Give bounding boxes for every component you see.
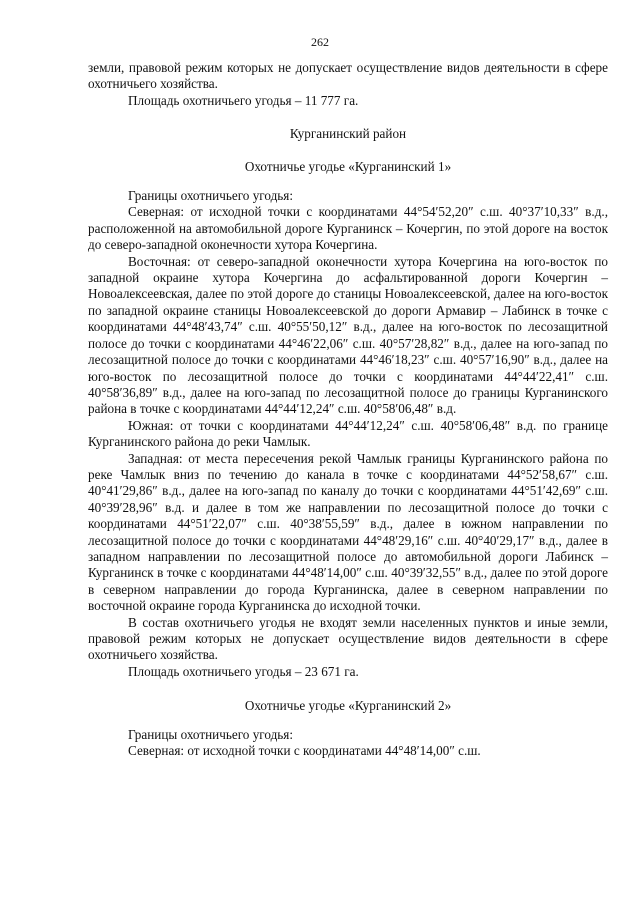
intro-area: Площадь охотничьего угодья – 11 777 га. xyxy=(128,92,359,108)
ground1-south-boundary: Южная: от точки с координатами 44°44′12,24″ с.ш. 40°58′06,48″ в.д. по границе Курганинского района до реки Чамлык. xyxy=(88,417,608,450)
page-number: 262 xyxy=(311,35,329,49)
ground2-north-boundary-start: Северная: от исходной точки с координатами 44°48′14,00″ с.ш. xyxy=(128,743,481,759)
ground1-west-boundary: Западная: от места пересечения рекой Чамлык границы Курганинского района по реке Чамлык вниз по течению до канала в точке с координатами 44°52′58,67″ с.ш. 40°41′29,86″ в.д., далее на юго-запад по каналу до точки с координатами 44°51′42,69″ с.ш. 40°39′28,96″ в.д. и далее в том же направлении по лесозащитной полосе до точки с координатами 44°51′22,07″ с.ш. 40°38′55,59″ в.д., далее в южном направлении по лесозащитной полосе до точки с координатами 44°48′29,16″ с.ш. 40°40′29,17″ в.д., далее в западном направлении по лесозащитной полосе до автомобильной дороги Лабинск – Курганинск в точке с координатами 44°48′14,00″ с.ш. 40°39′32,55″ в.д., далее по этой дороге в северном направлении до города Курганинска, далее в северном направлении по восточной окраине города Курганинска до исходной точки. xyxy=(88,450,608,614)
ground1-title: Охотничье угодье «Курганинский 1» xyxy=(244,158,452,174)
ground1-boundaries-label: Границы охотничьего угодья: xyxy=(128,188,294,204)
intro-continuation: земли, правовой режим которых не допускает осуществление видов деятельности в сфере охотничьего хозяйства. xyxy=(88,60,608,92)
ground2-boundaries-label: Границы охотничьего угодья: xyxy=(128,726,294,742)
document-body xyxy=(88,60,608,759)
ground1-area: Площадь охотничьего угодья – 23 671 га. xyxy=(128,663,359,679)
ground2-title: Охотничье угодье «Курганинский 2» xyxy=(244,698,452,714)
ground1-north-boundary: Северная: от исходной точки с координатами 44°54′52,20″ с.ш. 40°37′10,33″ в.д., расположенной на автомобильной дороге Курганинск – Кочергин, по этой дороге на восток до северо-западной оконечности хутора Кочергина. xyxy=(88,204,608,253)
district-title: Курганинский район xyxy=(289,126,407,142)
ground1-exclusion: В состав охотничьего угодья не входят земли населенных пунктов и иные земли, правовой режим которых не допускает осуществление видов деятельности в сфере охотничьего хозяйства. xyxy=(88,614,608,663)
ground1-east-boundary: Восточная: от северо-западной оконечности хутора Кочергина на юго-восток по западной окраине хутора Кочергина до асфальтированной дороги Кочергин – Новоалексеевская, далее по этой дороге до станицы Новоалексеевской, далее на юго-восток по западной окраине станицы Новоалексеевской до дороги Армавир – Лабинск в точке с координатами 44°48′43,74″ с.ш. 40°55′50,12″ в.д., далее на юго-восток по лесозащитной полосе до точки с координатами 44°46′22,06″ с.ш. 40°57′28,82″ в.д., далее на юго-запад по лесозащитной полосе до точки с координатами 44°46′18,23″ с.ш. 40°57′16,90″ в.д., далее на юго-восток по лесозащитной полосе до точки с координатами 44°44′22,41″ с.ш. 40°58′36,89″ в.д., далее на юго-запад по лесозащитной полосе до границы Курганинского района в точке с координатами 44°44′12,24″ с.ш. 40°58′06,48″ в.д. xyxy=(88,253,608,417)
